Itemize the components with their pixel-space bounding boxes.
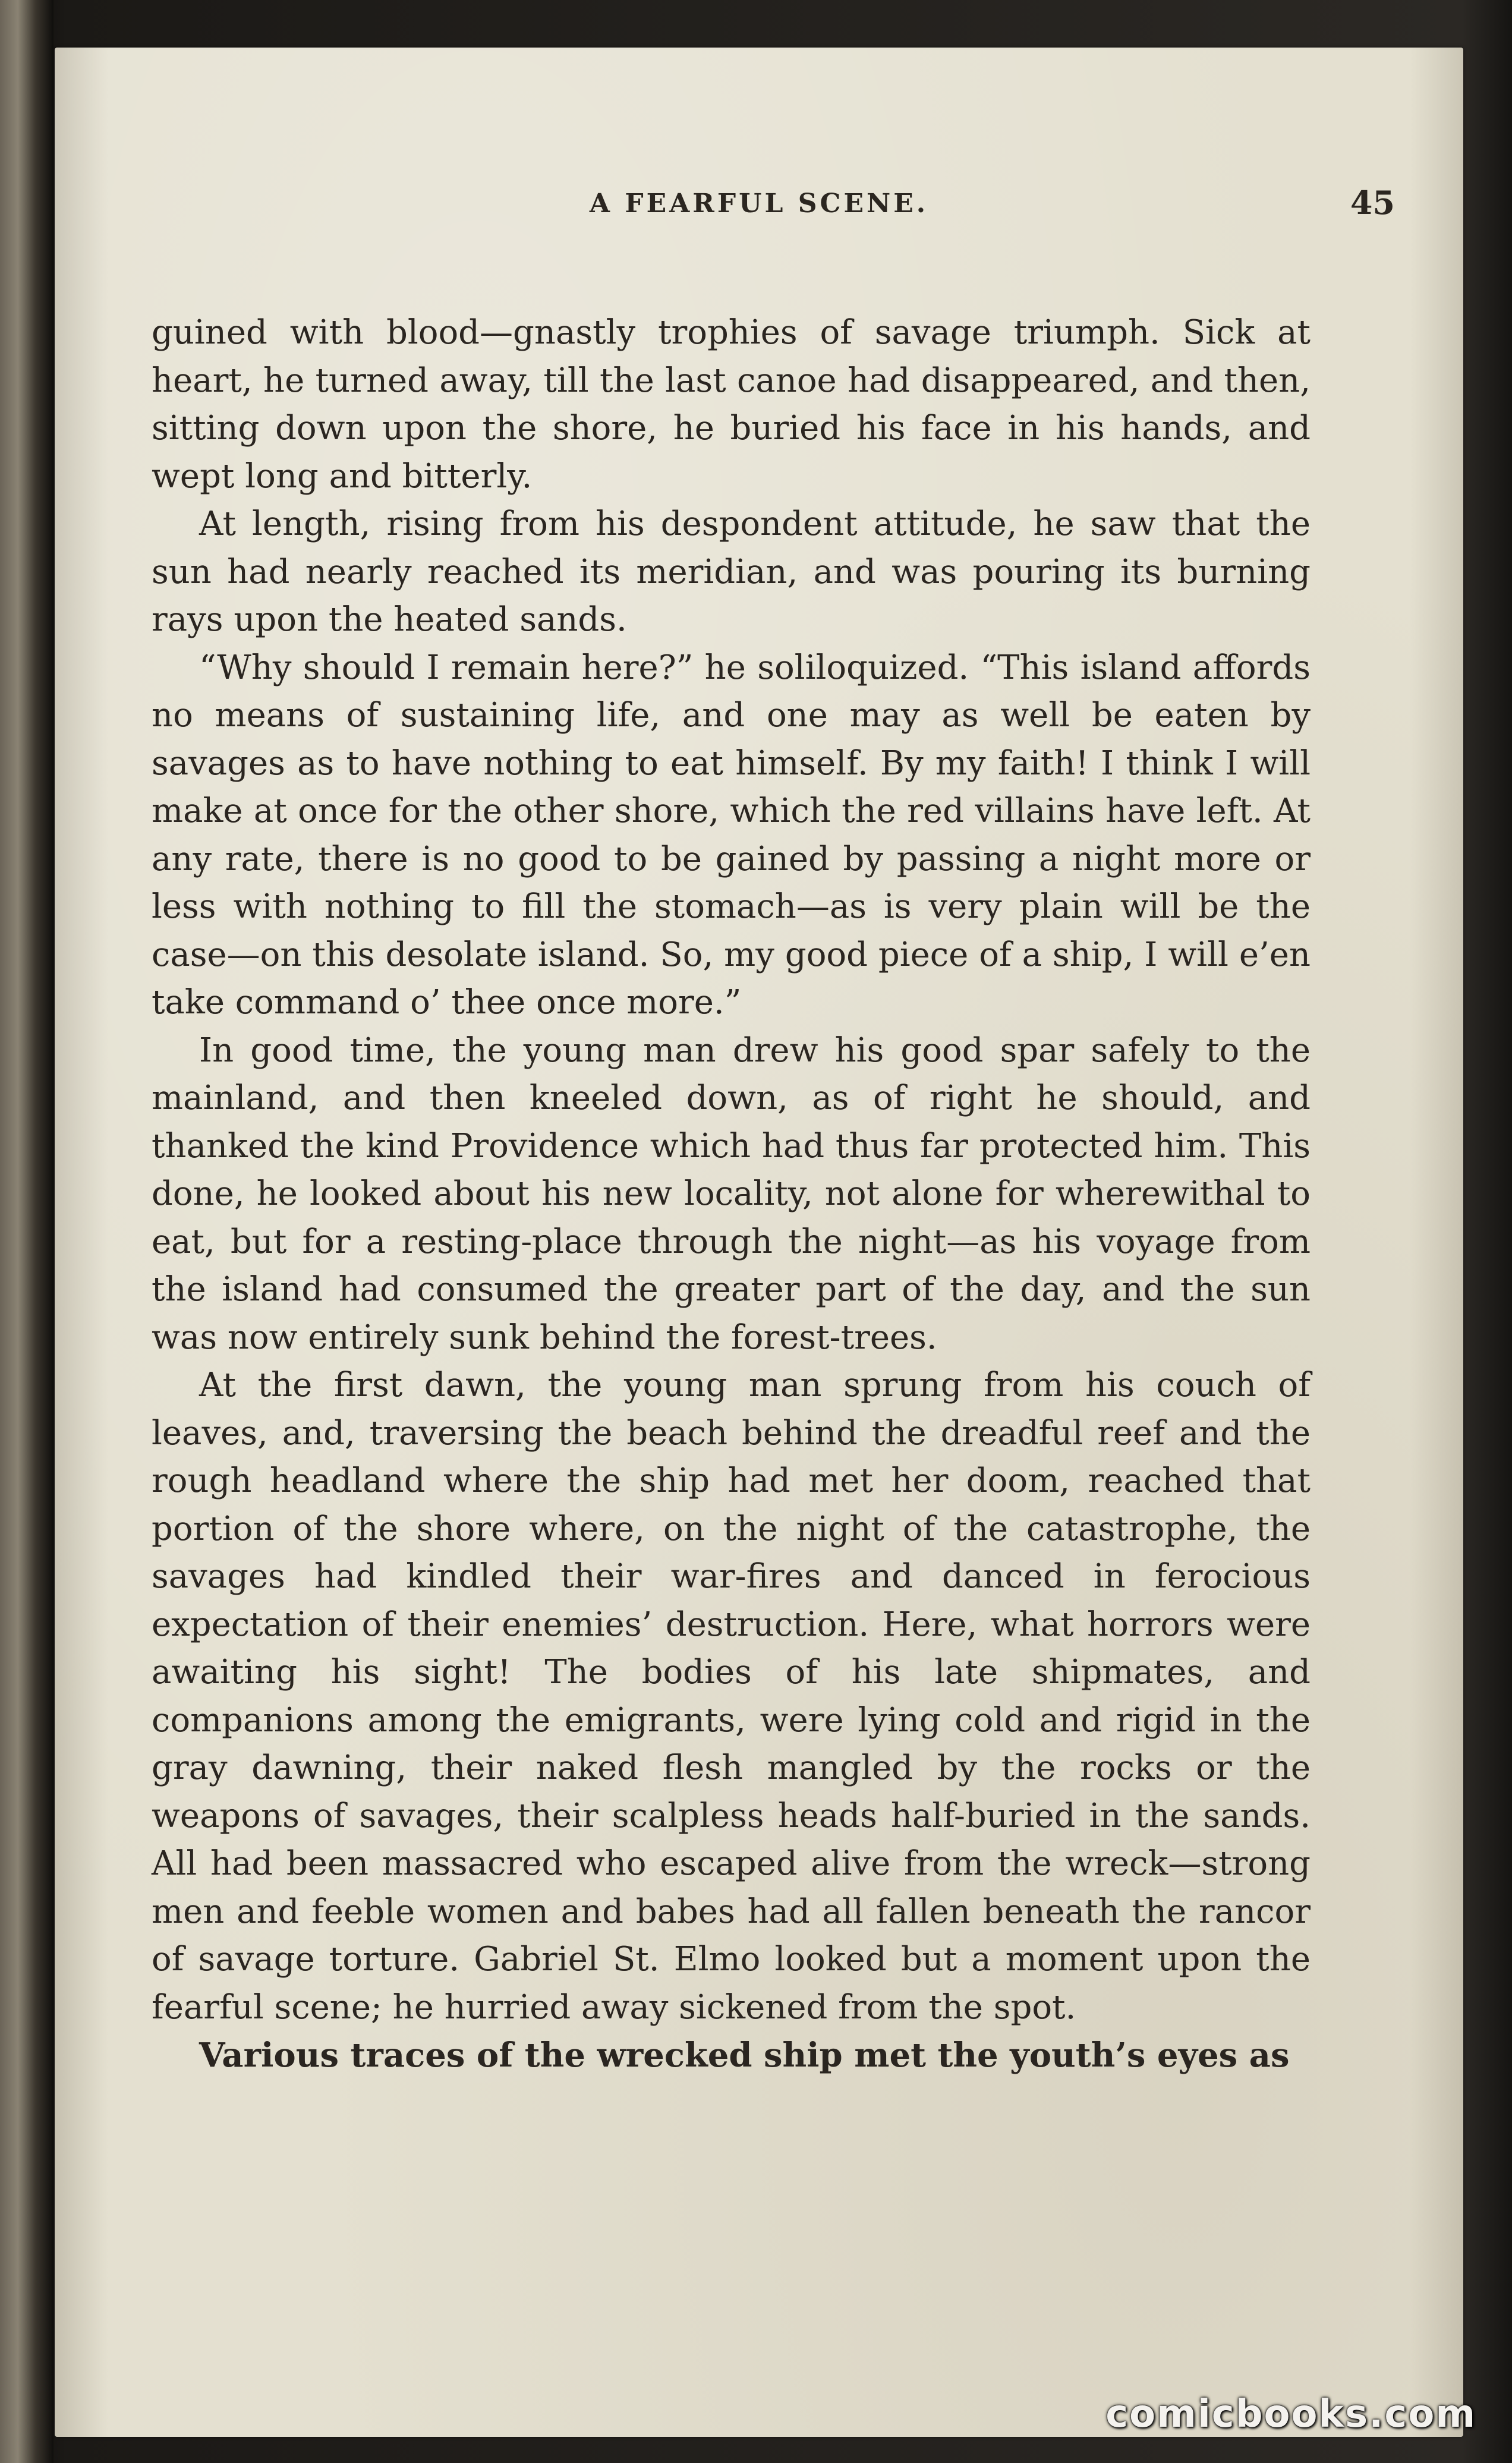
book-page — [55, 48, 1463, 2437]
body-text — [152, 309, 1311, 2080]
paragraph: Various traces of the wrecked ship met the youth’s eyes as — [199, 2036, 1290, 2075]
running-head: A FEARFUL SCENE. — [589, 188, 929, 219]
book-spine-edge — [0, 0, 53, 2463]
paragraph: At the first dawn, the young man sprung from his couch of leaves, and, traversing the beach behind the dreadful reef and the rough headland where the ship had met her doom, reached that portion of the shore where, on the night of the catastrophe, the savages had kindled their war-fires and danced in ferocious expectation of their enemies’ destruction. Here, what horrors were awaiting his sight! The bodies of his late shipmates, and companions among the emigrants, were lying cold and rigid in the gray dawning, their naked flesh mangled by the rocks or the weapons of savages, their scalpless heads half-buried in the sands. All had been massacred who escaped alive from the wreck—strong men and feeble women and babes had all fallen beneath the rancor of savage torture. Gabriel St. Elmo looked but a moment upon the fearful scene; he hurried away sickened from the spot. — [152, 1366, 1311, 2027]
page-number: 45 — [1350, 184, 1395, 222]
paragraph: At length, rising from his despondent attitude, he saw that the sun had nearly reached its meridian, and was pouring its burning rays upon the heated sands. — [152, 505, 1311, 639]
paragraph: “Why should I remain here?” he soliloquized. “This island affords no means of sustaining life, and one may as well be eaten by savages as to have nothing to eat himself. By my faith! I think I will make at once for the other shore, which the red villains have left. At any rate, there is no good to be gained by passing a night more or less with nothing to fill the stomach—as is very plain will be the case—on this desolate island. So, my good piece of a ship, I will e’en take command o’ thee once more.” — [152, 648, 1311, 1022]
paragraph: In good time, the young man drew his good spar safely to the mainland, and then kneeled down, as of right he should, and thanked the kind Providence which had thus far protected him. This done, he looked about his new locality, not alone for wherewithal to eat, but for a resting-place through the night—as his voyage from the island had consumed the greater part of the day, and the sun was now entirely sunk behind the forest-trees. — [152, 1031, 1311, 1357]
page-header — [55, 181, 1463, 235]
paragraph: guined with blood—gnastly trophies of savage triumph. Sick at heart, he turned away, till the last canoe had disappeared, and then, sitting down upon the shore, he buried his face in his hands, and wept long and bitterly. — [152, 313, 1311, 496]
watermark-logo: comicbooks.com — [1105, 2392, 1476, 2436]
